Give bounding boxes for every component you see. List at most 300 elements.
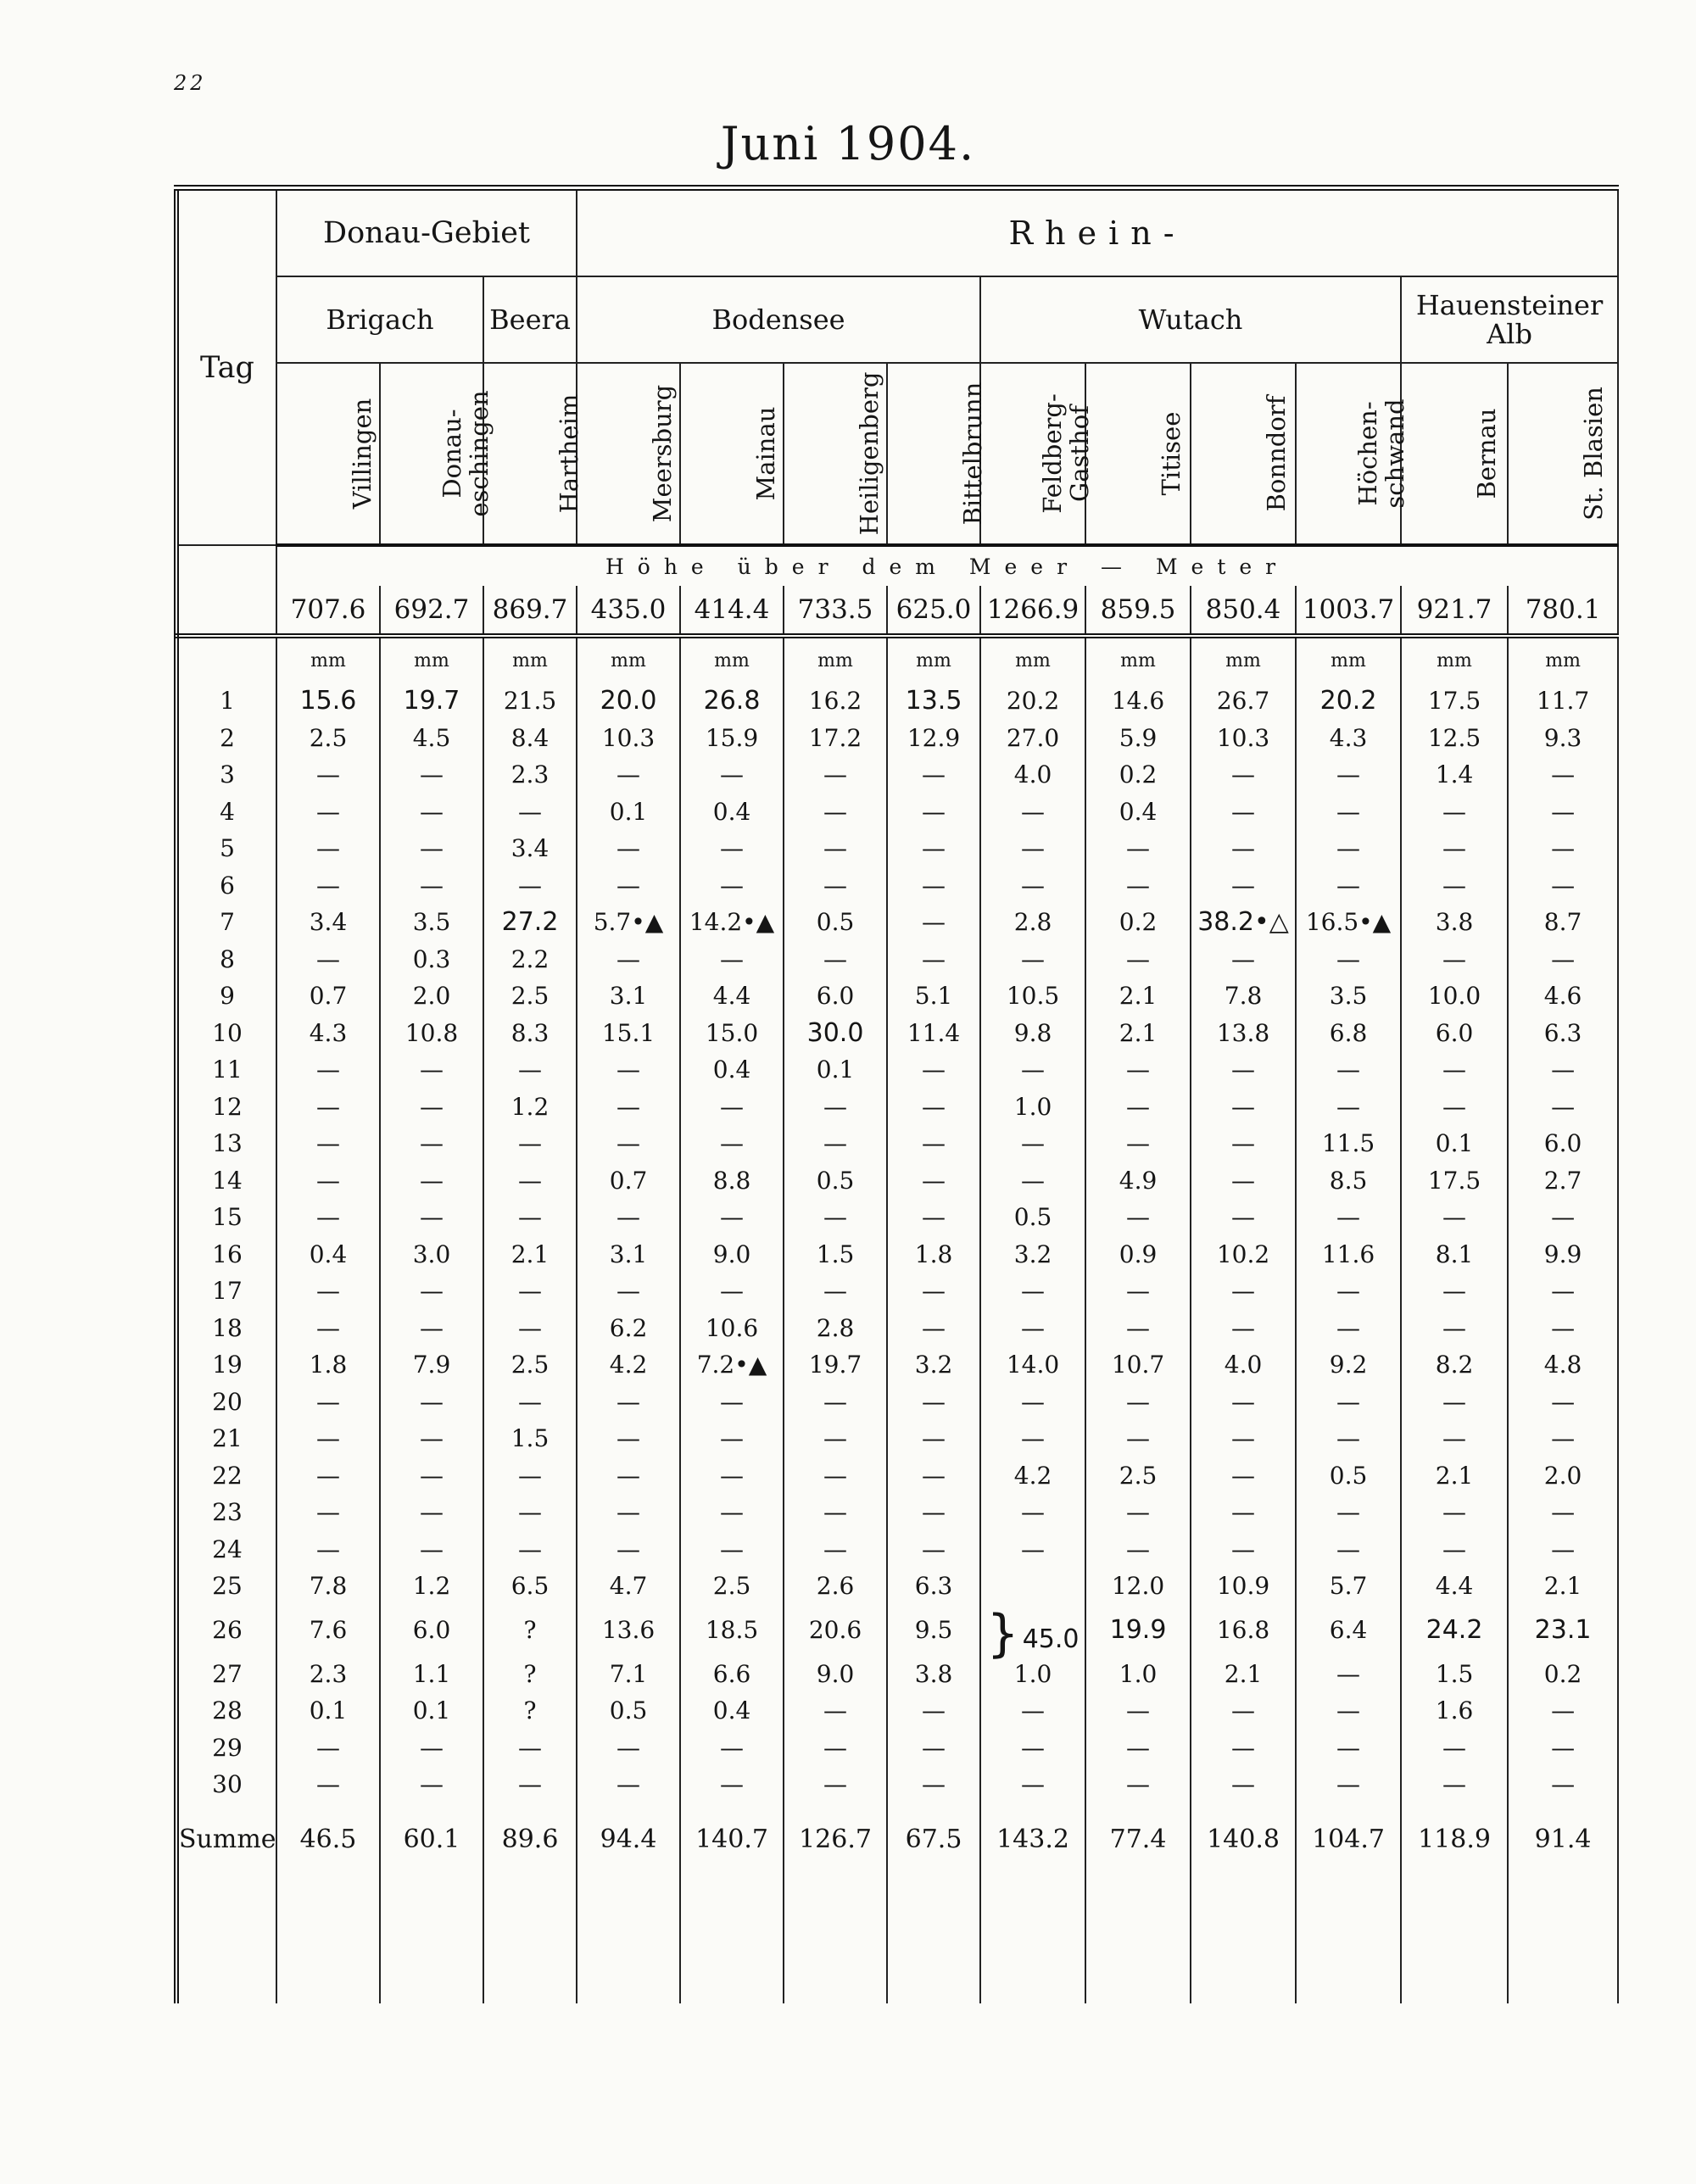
precipitation-cell: 18.5 [680, 1605, 784, 1656]
day-number: 6 [176, 867, 276, 905]
precipitation-cell: 2.1 [1401, 1457, 1508, 1495]
table-row [176, 1346, 1618, 1384]
filler-cell [1085, 1876, 1191, 2003]
precipitation-cell: 3.2 [980, 1236, 1085, 1273]
station-name: Bittelbrunn [958, 382, 988, 526]
station-altitude: 1266.9 [980, 586, 1085, 636]
filler-cell [483, 1876, 577, 2003]
precipitation-cell: — [577, 1420, 680, 1457]
precipitation-cell: — [1508, 941, 1618, 978]
table-row [176, 1384, 1618, 1421]
precipitation-cell: — [483, 1199, 577, 1236]
station-name: Bonndorf [1262, 395, 1292, 512]
precipitation-cell: 5.1 [887, 978, 980, 1015]
precipitation-cell: — [680, 1730, 784, 1767]
precipitation-cell: — [887, 1273, 980, 1310]
precipitation-cell: 3.1 [577, 1236, 680, 1273]
group-header-row [176, 188, 1618, 277]
precipitation-cell: 2.3 [483, 756, 577, 794]
table-row [176, 1310, 1618, 1347]
precipitation-cell: 13.8 [1191, 1015, 1296, 1052]
table-row [176, 1162, 1618, 1200]
precipitation-cell: — [276, 1310, 380, 1347]
filler-cell [980, 1876, 1085, 2003]
precipitation-cell: 0.1 [1401, 1125, 1508, 1162]
station-altitude: 435.0 [577, 586, 680, 636]
precipitation-cell: — [1085, 1494, 1191, 1531]
precipitation-cell: — [887, 904, 980, 941]
precipitation-cell: — [577, 1051, 680, 1089]
day-number: 15 [176, 1199, 276, 1236]
summe-value: 140.7 [680, 1803, 784, 1876]
precipitation-cell: 10.6 [680, 1310, 784, 1347]
precipitation-cell: 2.5 [1085, 1457, 1191, 1495]
unit-label: mm [1085, 636, 1191, 682]
precipitation-cell: — [1508, 830, 1618, 867]
table-row [176, 941, 1618, 978]
precipitation-cell: — [483, 1384, 577, 1421]
precipitation-cell: 12.9 [887, 720, 980, 757]
precipitation-cell: — [784, 794, 887, 831]
day-number: 7 [176, 904, 276, 941]
precipitation-cell: 1.4 [1401, 756, 1508, 794]
summe-value: 77.4 [1085, 1803, 1191, 1876]
precipitation-cell: 10.3 [577, 720, 680, 757]
table-row [176, 867, 1618, 905]
day-number: 17 [176, 1273, 276, 1310]
unit-row-spacer [176, 636, 276, 682]
summe-value: 89.6 [483, 1803, 577, 1876]
precipitation-cell: — [1508, 1531, 1618, 1568]
page-number: 22 [174, 71, 207, 95]
precipitation-cell: 15.9 [680, 720, 784, 757]
precipitation-cell: — [887, 1199, 980, 1236]
precipitation-cell: — [680, 756, 784, 794]
precipitation-cell: — [680, 1531, 784, 1568]
precipitation-cell: — [1508, 1051, 1618, 1089]
summe-value: 46.5 [276, 1803, 380, 1876]
precipitation-cell: — [680, 1089, 784, 1126]
precipitation-cell: — [483, 1051, 577, 1089]
precipitation-cell: — [784, 756, 887, 794]
station-header [980, 363, 1095, 545]
day-number: 8 [176, 941, 276, 978]
precipitation-cell: 15.1 [577, 1015, 680, 1052]
summe-label: Summe [176, 1803, 276, 1876]
precipitation-cell: — [680, 1125, 784, 1162]
precipitation-cell: — [1296, 1273, 1401, 1310]
filler-cell [1401, 1876, 1508, 2003]
precipitation-cell: — [1508, 1310, 1618, 1347]
precipitation-cell: 2.0 [1508, 1457, 1618, 1495]
station-header [577, 363, 680, 545]
precipitation-cell: — [1296, 1692, 1401, 1730]
precipitation-table-container [174, 185, 1615, 1999]
precipitation-cell: 0.4 [1085, 794, 1191, 831]
precipitation-cell: 19.7 [784, 1346, 887, 1384]
precipitation-cell: 0.7 [577, 1162, 680, 1200]
day-number: 12 [176, 1089, 276, 1126]
precipitation-cell: — [1508, 1199, 1618, 1236]
precipitation-cell: — [1085, 1420, 1191, 1457]
station-header [1401, 363, 1508, 545]
station-altitude: 869.7 [483, 586, 577, 636]
precipitation-cell: 4.0 [980, 756, 1085, 794]
precipitation-cell: — [1296, 1730, 1401, 1767]
precipitation-cell: 8.3 [483, 1015, 577, 1052]
precipitation-cell: 3.0 [380, 1236, 483, 1273]
precipitation-cell: — [980, 1420, 1085, 1457]
precipitation-cell: 11.6 [1296, 1236, 1401, 1273]
precipitation-cell: 4.4 [1401, 1568, 1508, 1605]
station-header [887, 363, 988, 545]
filler-cell [380, 1876, 483, 2003]
day-number: 24 [176, 1531, 276, 1568]
precipitation-cell: — [1508, 1494, 1618, 1531]
precipitation-cell: — [1085, 1089, 1191, 1126]
precipitation-cell: — [1191, 1310, 1296, 1347]
precipitation-cell: — [887, 830, 980, 867]
day-number: 2 [176, 720, 276, 757]
precipitation-cell: 1.0 [980, 1089, 1085, 1126]
precipitation-cell: — [1191, 1162, 1296, 1200]
precipitation-cell: 4.9 [1085, 1162, 1191, 1200]
precipitation-cell: — [1508, 1420, 1618, 1457]
precipitation-cell: 7.8 [1191, 978, 1296, 1015]
day-number: 4 [176, 794, 276, 831]
precipitation-cell: 0.1 [784, 1051, 887, 1089]
altitude-row [176, 586, 1618, 636]
unit-label: mm [1296, 636, 1401, 682]
precipitation-cell: — [483, 1730, 577, 1767]
station-altitude: 707.6 [276, 586, 380, 636]
precipitation-cell: 3.5 [380, 904, 483, 941]
precipitation-cell: — [887, 794, 980, 831]
precipitation-cell: 6.0 [784, 978, 887, 1015]
station-name: Titisee [1157, 411, 1186, 496]
station-altitude: 1003.7 [1296, 586, 1401, 636]
precipitation-cell: — [380, 1051, 483, 1089]
precipitation-cell: — [887, 1531, 980, 1568]
precipitation-cell: 10.5 [980, 978, 1085, 1015]
precipitation-cell: 0.2 [1085, 756, 1191, 794]
precipitation-cell: 16.8 [1191, 1605, 1296, 1656]
precipitation-cell: — [887, 1420, 980, 1457]
precipitation-cell: — [577, 756, 680, 794]
river-hauensteiner-alb: Hauensteiner Alb [1401, 276, 1618, 363]
precipitation-cell: — [1191, 830, 1296, 867]
precipitation-cell: — [483, 1457, 577, 1495]
precipitation-cell: 4.0 [1191, 1346, 1296, 1384]
precipitation-cell: — [680, 867, 784, 905]
precipitation-cell: 3.1 [577, 978, 680, 1015]
table-row [176, 904, 1618, 941]
river-wutach: Wutach [980, 276, 1401, 363]
precipitation-cell: — [577, 1494, 680, 1531]
station-altitude: 859.5 [1085, 586, 1191, 636]
precipitation-cell: 0.4 [680, 1692, 784, 1730]
day-number: 5 [176, 830, 276, 867]
precipitation-cell: — [276, 1457, 380, 1495]
precipitation-cell: 0.1 [276, 1692, 380, 1730]
unit-label: mm [784, 636, 887, 682]
day-number: 30 [176, 1766, 276, 1803]
precipitation-cell: — [483, 1531, 577, 1568]
river-bodensee: Bodensee [577, 276, 980, 363]
unit-label: mm [577, 636, 680, 682]
precipitation-cell: — [483, 1766, 577, 1803]
table-row [176, 1125, 1618, 1162]
precipitation-cell: 1.5 [483, 1420, 577, 1457]
precipitation-cell: 8.7 [1508, 904, 1618, 941]
precipitation-cell: — [483, 867, 577, 905]
precipitation-cell: — [276, 1531, 380, 1568]
precipitation-cell: — [887, 1457, 980, 1495]
river-brigach: Brigach [276, 276, 483, 363]
precipitation-cell: 1.1 [380, 1656, 483, 1693]
precipitation-cell: 26.7 [1191, 682, 1296, 720]
station-header-row [176, 363, 1618, 545]
precipitation-cell: 3.8 [1401, 904, 1508, 941]
station-name: Höchen- schwand [1353, 398, 1410, 509]
precipitation-cell: 1.6 [1401, 1692, 1508, 1730]
precipitation-cell: 30.0 [784, 1015, 887, 1052]
precipitation-cell [980, 1603, 1085, 1663]
precipitation-cell: 12.5 [1401, 720, 1508, 757]
precipitation-cell: — [276, 1730, 380, 1767]
precipitation-cell: — [1401, 867, 1508, 905]
precipitation-cell: 0.5 [980, 1199, 1085, 1236]
precipitation-cell: — [1508, 1766, 1618, 1803]
precipitation-cell: — [380, 1273, 483, 1310]
precipitation-cell: — [784, 1125, 887, 1162]
precipitation-cell: — [887, 1384, 980, 1421]
precipitation-cell: 2.5 [483, 978, 577, 1015]
precipitation-cell: 16.2 [784, 682, 887, 720]
precipitation-cell: 3.2 [887, 1346, 980, 1384]
filler-cell [680, 1876, 784, 2003]
precipitation-cell: — [980, 1162, 1085, 1200]
precipitation-cell: — [1191, 1384, 1296, 1421]
precipitation-cell: — [1296, 867, 1401, 905]
precipitation-cell: — [1296, 1494, 1401, 1531]
precipitation-cell: ? [483, 1692, 577, 1730]
precipitation-cell: — [380, 1162, 483, 1200]
precipitation-value: 45.0 [1022, 1624, 1080, 1654]
precipitation-cell: 27.0 [980, 720, 1085, 757]
precipitation-cell: 2.2 [483, 941, 577, 978]
precipitation-cell: — [276, 1051, 380, 1089]
precipitation-cell: — [1401, 941, 1508, 978]
precipitation-cell: — [1401, 1384, 1508, 1421]
station-altitude: 692.7 [380, 586, 483, 636]
precipitation-cell: 15.0 [680, 1015, 784, 1052]
precipitation-cell: — [380, 1766, 483, 1803]
precipitation-cell: 0.4 [680, 794, 784, 831]
precipitation-cell: 1.8 [276, 1346, 380, 1384]
precipitation-cell: 6.6 [680, 1656, 784, 1693]
precipitation-cell: 6.0 [1508, 1125, 1618, 1162]
day-number: 11 [176, 1051, 276, 1089]
precipitation-cell: 4.2 [980, 1457, 1085, 1495]
precipitation-cell: — [784, 830, 887, 867]
precipitation-cell: — [680, 1494, 784, 1531]
precipitation-cell: 7.9 [380, 1346, 483, 1384]
precipitation-cell: — [1191, 1199, 1296, 1236]
day-number: 28 [176, 1692, 276, 1730]
precipitation-cell: — [980, 1494, 1085, 1531]
precipitation-cell: 6.0 [380, 1605, 483, 1656]
precipitation-cell: 7.8 [276, 1568, 380, 1605]
precipitation-cell: — [980, 830, 1085, 867]
precipitation-cell: — [784, 1089, 887, 1126]
precipitation-cell: — [577, 1531, 680, 1568]
table-row [176, 1236, 1618, 1273]
table-row [176, 1457, 1618, 1495]
precipitation-cell: — [887, 1766, 980, 1803]
precipitation-cell: — [276, 794, 380, 831]
filler-cell [176, 1876, 276, 2003]
precipitation-cell: 5.9 [1085, 720, 1191, 757]
station-name: Feldberg- Gasthof [1038, 393, 1095, 514]
precipitation-cell: 3.4 [276, 904, 380, 941]
filler-cell [577, 1876, 680, 2003]
precipitation-cell [980, 1568, 1085, 1605]
table-row [176, 756, 1618, 794]
precipitation-cell: 10.0 [1401, 978, 1508, 1015]
precipitation-cell: 1.8 [887, 1236, 980, 1273]
station-name: Meersburg [648, 384, 678, 523]
precipitation-cell: 16.5•▲ [1296, 904, 1401, 941]
precipitation-cell: — [1296, 1310, 1401, 1347]
station-header [1508, 363, 1618, 545]
filler-cell [276, 1876, 380, 2003]
table-body [176, 545, 1618, 2003]
precipitation-cell: 9.9 [1508, 1236, 1618, 1273]
precipitation-cell: — [380, 1199, 483, 1236]
precipitation-cell: ? [483, 1656, 577, 1693]
precipitation-cell: — [887, 941, 980, 978]
precipitation-cell: 2.3 [276, 1656, 380, 1693]
table-row [176, 1420, 1618, 1457]
precipitation-cell: — [1401, 1310, 1508, 1347]
station-header [784, 363, 887, 545]
precipitation-cell: — [1401, 1051, 1508, 1089]
precipitation-cell: — [980, 1125, 1085, 1162]
filler-cell [1508, 1876, 1618, 2003]
unit-label: mm [1401, 636, 1508, 682]
tag-header: Tag [176, 188, 276, 546]
precipitation-cell: 17.5 [1401, 682, 1508, 720]
unit-label: mm [483, 636, 577, 682]
precipitation-cell: — [380, 794, 483, 831]
precipitation-cell: 8.5 [1296, 1162, 1401, 1200]
precipitation-cell: 19.9 [1085, 1605, 1191, 1656]
filler-row [176, 1876, 1618, 2003]
precipitation-cell: — [276, 1125, 380, 1162]
day-number: 13 [176, 1125, 276, 1162]
precipitation-cell: 2.7 [1508, 1162, 1618, 1200]
precipitation-cell: — [577, 1766, 680, 1803]
precipitation-cell: 13.6 [577, 1605, 680, 1656]
precipitation-cell: — [1296, 830, 1401, 867]
precipitation-cell: — [483, 1273, 577, 1310]
precipitation-cell: — [380, 1457, 483, 1495]
station-altitude: 733.5 [784, 586, 887, 636]
precipitation-cell: 9.2 [1296, 1346, 1401, 1384]
precipitation-cell: — [577, 1384, 680, 1421]
precipitation-cell: — [1085, 1730, 1191, 1767]
precipitation-cell: 20.2 [980, 682, 1085, 720]
station-altitude: 780.1 [1508, 586, 1618, 636]
precipitation-cell: — [1508, 867, 1618, 905]
precipitation-cell: 8.8 [680, 1162, 784, 1200]
precipitation-cell: — [1401, 1730, 1508, 1767]
precipitation-cell: 2.1 [1085, 1015, 1191, 1052]
precipitation-cell: — [887, 1310, 980, 1347]
precipitation-cell: — [1296, 1766, 1401, 1803]
precipitation-cell: 6.4 [1296, 1605, 1401, 1656]
precipitation-cell: — [887, 867, 980, 905]
precipitation-cell: — [483, 794, 577, 831]
day-number: 27 [176, 1656, 276, 1693]
precipitation-cell: 7.2•▲ [680, 1346, 784, 1384]
unit-label: mm [1508, 636, 1618, 682]
summe-value: 67.5 [887, 1803, 980, 1876]
precipitation-cell: — [1191, 794, 1296, 831]
precipitation-cell: — [784, 867, 887, 905]
precipitation-cell: — [784, 1766, 887, 1803]
precipitation-cell: — [980, 1273, 1085, 1310]
precipitation-cell: 8.1 [1401, 1236, 1508, 1273]
precipitation-cell: — [1191, 1089, 1296, 1126]
filler-cell [1296, 1876, 1401, 2003]
precipitation-cell: 2.8 [784, 1310, 887, 1347]
station-header [1085, 363, 1191, 545]
precipitation-cell: — [980, 1051, 1085, 1089]
filler-cell [784, 1876, 887, 2003]
precipitation-cell: — [1508, 756, 1618, 794]
unit-label: mm [680, 636, 784, 682]
precipitation-cell: — [980, 1384, 1085, 1421]
precipitation-cell: 2.6 [784, 1568, 887, 1605]
station-header [1191, 363, 1296, 545]
precipitation-cell: — [1085, 1051, 1191, 1089]
station-name: Hartheim [555, 393, 583, 514]
precipitation-cell: 17.2 [784, 720, 887, 757]
precipitation-cell: 4.6 [1508, 978, 1618, 1015]
precipitation-cell: 2.1 [1191, 1656, 1296, 1693]
day-number: 1 [176, 682, 276, 720]
station-header [1296, 363, 1410, 545]
precipitation-cell: — [1508, 1692, 1618, 1730]
height-label-row [176, 545, 1618, 586]
precipitation-cell: — [1085, 1310, 1191, 1347]
precipitation-cell: — [380, 1125, 483, 1162]
precipitation-cell: — [980, 1310, 1085, 1347]
table-row [176, 978, 1618, 1015]
precipitation-cell: — [784, 1692, 887, 1730]
day-number: 19 [176, 1346, 276, 1384]
precipitation-cell: — [1085, 1531, 1191, 1568]
day-number: 26 [176, 1605, 276, 1656]
precipitation-cell: — [1296, 756, 1401, 794]
precipitation-cell: — [1085, 1125, 1191, 1162]
precipitation-cell: 3.4 [483, 830, 577, 867]
precipitation-cell: — [680, 941, 784, 978]
precipitation-cell: — [887, 1162, 980, 1200]
precipitation-cell: 3.8 [887, 1656, 980, 1693]
